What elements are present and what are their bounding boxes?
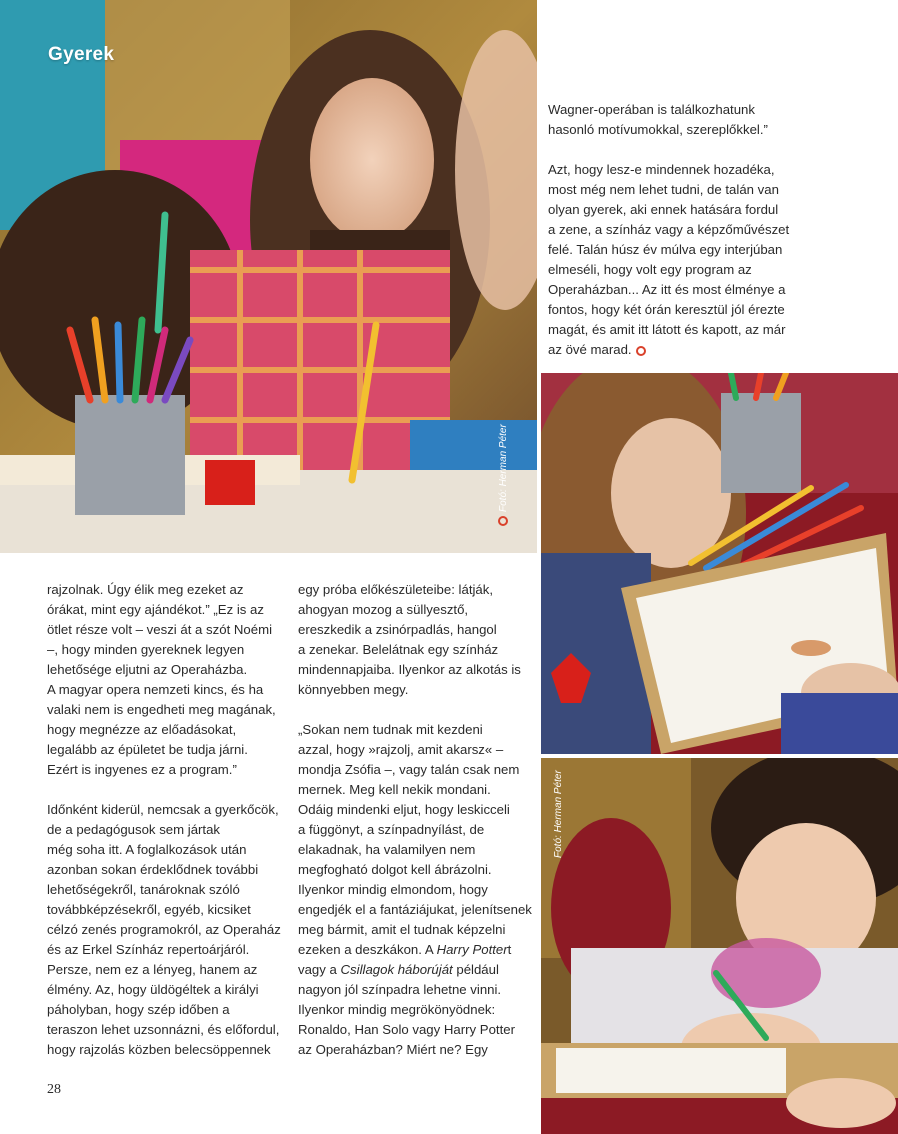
text-line: Operaházban... Az itt és most élménye a xyxy=(548,282,786,297)
text-line: elakadnak, ha valamilyen nem xyxy=(298,842,476,857)
text-line: meg bármit, amit el tudnak képzelni xyxy=(298,922,506,937)
article-column-middle xyxy=(298,580,534,1060)
text-line: azonban sokan érdeklődnek további xyxy=(47,862,259,877)
text-line: mindennapjaiba. Ilyenkor az alkotás is xyxy=(298,662,521,677)
text-segment: t xyxy=(507,942,512,957)
article-column-left xyxy=(47,580,285,1060)
text-segment: az övé marad. xyxy=(548,342,632,357)
text-line: azzal, hogy »rajzolj, amit akarsz« – xyxy=(298,742,504,757)
text-line: ahogyan mozog a süllyesztő, xyxy=(298,602,469,617)
text-line xyxy=(298,940,534,960)
text-line: lehetőségekről, tanároknak szóló xyxy=(47,882,240,897)
text-line: „Sokan nem tudnak mit kezdeni xyxy=(298,722,483,737)
paragraph xyxy=(47,580,285,780)
main-photo xyxy=(0,0,537,553)
text-line: páholyban, hogy szép időben a xyxy=(47,1002,230,1017)
text-line: az Operaházban? Miért ne? Egy xyxy=(298,1042,488,1057)
right-middle-photo xyxy=(541,373,898,754)
bullet-icon xyxy=(498,516,508,526)
photo-credit-text: Fotó: Herman Péter xyxy=(498,424,509,512)
text-segment: vagy a xyxy=(298,962,341,977)
text-line: nagyon jól színpadra lehetne vinni. xyxy=(298,982,502,997)
text-line: mernek. Meg kell nekik mondani. xyxy=(298,782,491,797)
text-line: –, hogy minden gyereknek legyen xyxy=(47,642,245,657)
text-line: a függönyt, a színpadnyílást, de xyxy=(298,822,485,837)
italic-title: Harry Potter xyxy=(436,942,508,957)
photo-credit-bottom xyxy=(553,770,564,858)
paragraph xyxy=(298,720,534,1060)
text-line: engedjék el a fantáziájukat, jelenítsenek xyxy=(298,902,532,917)
text-line: a zenekar. Belelátnak egy színház xyxy=(298,642,499,657)
text-line: legalább az épületet be tudja járni. xyxy=(47,742,248,757)
text-line: Ronaldo, Han Solo vagy Harry Potter xyxy=(298,1022,515,1037)
text-line: elmeséli, hogy volt egy program az xyxy=(548,262,752,277)
paragraph xyxy=(548,100,888,140)
text-line: Ilyenkor mindig megrökönyödnek: xyxy=(298,1002,496,1017)
text-line: hasonló motívumokkal, szereplőkkel.” xyxy=(548,122,768,137)
text-line: felé. Talán húsz év múlva egy interjúban xyxy=(548,242,783,257)
text-line: lehetősége eljutni az Operaházba. xyxy=(47,662,248,677)
paragraph xyxy=(548,160,888,360)
text-line: mondja Zsófia –, vagy talán csak nem xyxy=(298,762,520,777)
text-line: egy próba előkészületeibe: látják, xyxy=(298,582,494,597)
paragraph xyxy=(47,800,285,1060)
end-of-article-icon xyxy=(636,346,646,356)
text-line: Azt, hogy lesz-e mindennek hozadéka, xyxy=(548,162,775,177)
text-line: a zene, a színház vagy a képzőművészet xyxy=(548,222,790,237)
text-line: és az Erkel Színház repertoárjáról. xyxy=(47,942,250,957)
text-line: most még nem lehet tudni, de talán van xyxy=(548,182,779,197)
section-label: Gyerek xyxy=(48,44,115,65)
photo-credit-main xyxy=(498,424,509,526)
text-line: ereszkedik a zsinórpadlás, hangol xyxy=(298,622,497,637)
page-number: 28 xyxy=(47,1082,61,1097)
text-line: megfogható dolgot kell ábrázolni. xyxy=(298,862,492,877)
text-line: olyan gyerek, aki ennek hatására fordul xyxy=(548,202,779,217)
italic-title: Csillagok háborúját xyxy=(340,962,453,977)
text-line: Ilyenkor mindig elmondom, hogy xyxy=(298,882,488,897)
text-line: még soha itt. A foglalkozások után xyxy=(47,842,247,857)
text-line: Persze, nem ez a lényeg, hanem az xyxy=(47,962,258,977)
text-line: Ezért is ingyenes ez a program.” xyxy=(47,762,237,777)
text-line: fontos, hogy két órán keresztül jól érezte xyxy=(548,302,785,317)
article-column-right xyxy=(548,100,888,360)
text-line: de a pedagógusok sem jártak xyxy=(47,822,221,837)
text-line: teraszon lehet uzsonnázni, és előfordul, xyxy=(47,1022,280,1037)
text-segment: például xyxy=(452,962,499,977)
text-line: Időnként kiderül, nemcsak a gyerkőcök, xyxy=(47,802,279,817)
text-line: hogy megnézze az előadásokat, xyxy=(47,722,237,737)
text-line: hogy rajzolás közben belecsöppennek xyxy=(47,1042,271,1057)
text-line: Wagner-operában is találkozhatunk xyxy=(548,102,755,117)
text-line xyxy=(298,960,534,980)
text-line xyxy=(548,340,888,360)
photo-credit-text: Fotó: Herman Péter xyxy=(553,770,564,858)
text-line: célzó zenés programokról, az Operaház xyxy=(47,922,281,937)
text-line: rajzolnak. Úgy élik meg ezeket az xyxy=(47,582,244,597)
text-line: magát, és amit itt látott és kapott, az már xyxy=(548,322,786,337)
text-line: A magyar opera nemzeti kincs, és ha xyxy=(47,682,264,697)
text-line: élmény. Az, hogy üldögéltek a királyi xyxy=(47,982,259,997)
text-line: valaki nem is engedheti meg magának, xyxy=(47,702,276,717)
paragraph xyxy=(298,580,534,700)
text-line: ötlet része volt – veszi át a szót Noémi xyxy=(47,622,273,637)
right-bottom-photo xyxy=(541,758,898,1134)
text-line: órákat, mint egy ajándékot.” „Ez is az xyxy=(47,602,264,617)
text-line: könnyebben megy. xyxy=(298,682,409,697)
text-line: továbbképzésekről, egyéb, kicsiket xyxy=(47,902,251,917)
text-segment: ezeken a deszkákon. A xyxy=(298,942,437,957)
text-line: Odáig mindenki eljut, hogy leskicceli xyxy=(298,802,510,817)
